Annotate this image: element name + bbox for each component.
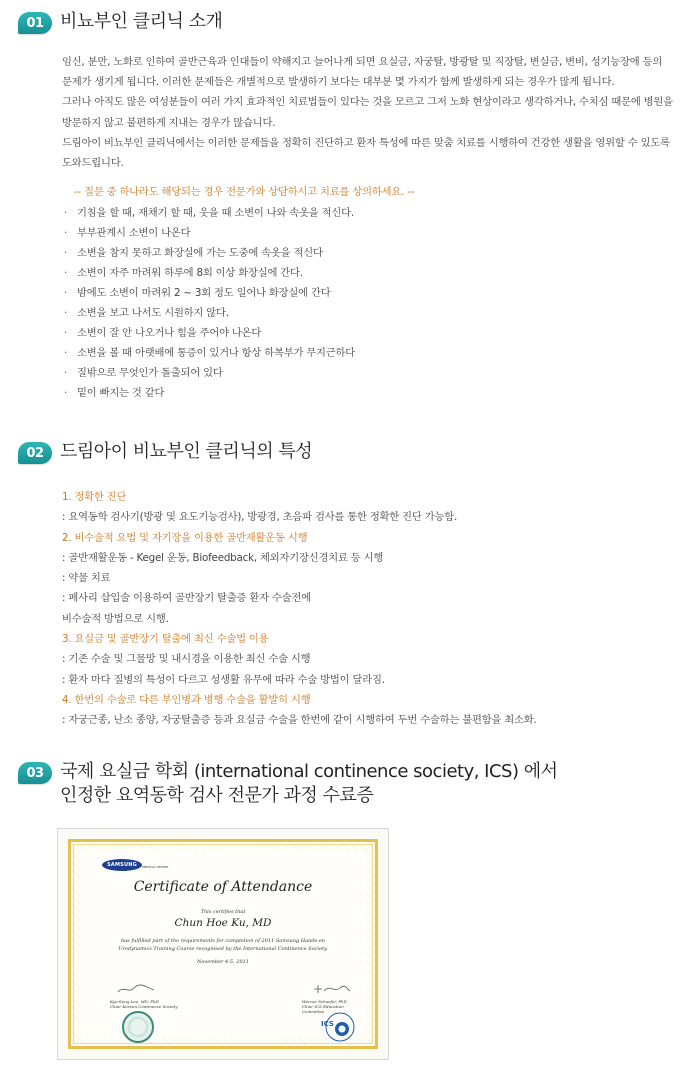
signatory-right-title: Chair ICS Education Committee xyxy=(302,1004,344,1014)
features-list xyxy=(62,487,537,731)
certificate-body xyxy=(80,851,366,1037)
samsung-logo: SAMSUNG xyxy=(102,859,142,871)
intro-line: 방문하지 않고 불편하게 지내는 경우가 많습니다. xyxy=(62,116,276,129)
list-item: · 기침을 할 때, 재채기 할 때, 웃을 때 소변이 나와 속옷을 적신다. xyxy=(64,203,355,223)
certificate-date: November 4-5, 2011 xyxy=(196,959,249,965)
ics-logo-text: ICS xyxy=(321,1020,334,1028)
certificate-description-line: Urodynamics Training Course recognised by the International Continence Society. xyxy=(118,946,328,952)
list-item: · 소변을 보고 나서도 시원하지 않다. xyxy=(64,303,355,323)
intro-line: 그러나 아직도 많은 여성분들이 여러 가지 효과적인 치료법들이 있다는 것을 모르고 그저 노화 현상이라고 생각하거나, 수치심 때문에 병원을 xyxy=(62,96,673,109)
feature-title: 1. 정확한 진단 xyxy=(62,491,127,503)
section-title: 드림아이 비뇨부인 클리닉의 특성 xyxy=(60,441,313,462)
feature-line: : 자궁근종, 난소 종양, 자궁탈출증 등과 요실금 수술을 한번에 같이 시행하여 두번 수술하는 불편함을 최소화. xyxy=(62,714,537,727)
list-item: · 소변을 참지 못하고 화장실에 가는 도중에 속옷을 적신다 xyxy=(64,243,355,263)
symptom-list xyxy=(64,203,355,403)
section-title: 비뇨부인 클리닉 소개 xyxy=(60,11,223,32)
section-number-badge: 02 xyxy=(18,442,52,464)
korean-continence-society-seal xyxy=(122,1011,154,1043)
section-number-badge: 01 xyxy=(18,12,52,34)
feature-line: 비수술적 방법으로 시행. xyxy=(62,612,169,625)
intro-line: 드림아이 비뇨부인 클리닉에서는 이러한 문제들을 정확히 진단하고 환자 특성에 따른 맞춤 치료를 시행하여 건강한 생활을 영위할 수 있도록 xyxy=(62,136,670,149)
section-title-line: 국제 요실금 학회 (international continence society, ICS) 에서 xyxy=(60,761,558,782)
signature-right xyxy=(312,983,352,995)
ics-logo-icon xyxy=(318,1005,358,1045)
signatory-left-title: Chair Korean Continence Society xyxy=(110,1004,178,1009)
feature-line: : 페사리 삽입술 이용하여 골반장기 탈출증 환자 수술전에 xyxy=(62,592,311,605)
section-03-header xyxy=(18,760,558,808)
section-02-header xyxy=(18,440,312,464)
intro-line: 임신, 분만, 노화로 인하여 골반근육과 인대들이 약해지고 늘어나게 되면 요실금, 자궁탈, 방광탈 및 직장탈, 변실금, 변비, 성기능장애 등의 xyxy=(62,56,663,68)
list-item: · 소변을 볼 때 아랫배에 통증이 있거나 항상 하복부가 무지근하다 xyxy=(64,343,355,363)
intro-line: 문제가 생기게 됩니다. 이러한 문제들은 개별적으로 발생하기 보다는 대부분 몇 가지가 함께 발생하게 되는 경우가 많게 됩니다. xyxy=(62,76,615,89)
list-item: · 밤에도 소변이 마려워 2 ~ 3회 정도 일어나 화장실에 간다 xyxy=(64,283,355,303)
feature-line: : 기존 수술 및 그물망 및 내시경을 이용한 최신 수술 시행 xyxy=(62,653,311,666)
certificate-border xyxy=(68,839,378,1049)
signature-left xyxy=(116,983,156,995)
feature-title: 2. 비수술적 요법 및 자기장을 이용한 골반재활운동 시행 xyxy=(62,531,308,544)
signatory-left-name: Kyu-Sung Lee, MD, PhD xyxy=(110,999,159,1004)
feature-title: 4. 한번의 수술로 다른 부인병과 병행 수술을 활발히 시행 xyxy=(62,693,311,706)
signatory-left xyxy=(110,999,178,1009)
list-item: · 소변이 자주 마려워 하루에 8회 이상 화장실에 간다. xyxy=(64,263,355,283)
list-item: · 소변이 잘 안 나오거나 힘을 주어야 나온다 xyxy=(64,323,355,343)
intro-line: 도와드립니다. xyxy=(62,157,124,170)
signatory-right-name: Werner Schaefer, PhD xyxy=(302,999,347,1004)
list-item: · 밑이 빠지는 것 같다 xyxy=(64,383,355,403)
list-item: · 부부관계시 소변이 나온다 xyxy=(64,223,355,243)
section-number-badge: 03 xyxy=(18,762,52,784)
section-title xyxy=(60,760,558,808)
consult-notice: -- 질문 중 하나라도 해당되는 경우 전문가와 상담하시고 치료를 상의하세요. -- xyxy=(74,186,415,198)
certificate-heading: Certificate of Attendance xyxy=(133,879,313,895)
feature-line: : 요역동학 검사기(방광 및 요도기능검사), 방광경, 초음파 검사를 통한 정확한 진단 가능함. xyxy=(62,511,458,524)
feature-title: 3. 요실금 및 골반장기 탈출에 최신 수술법 이용 xyxy=(62,633,269,646)
samsung-logo-sub: MEDICAL CENTER xyxy=(142,865,169,869)
certificate-description-line: has fulfilled part of the requirements for completion of 2011 Samsung Hands-on xyxy=(120,938,326,944)
feature-line: : 골반재활운동 - Kegel 운동, Biofeedback, 체외자기장신경치료 등 시행 xyxy=(62,551,384,564)
intro-paragraph xyxy=(62,52,688,173)
list-item: · 질밖으로 무엇인가 돌출되어 있다 xyxy=(64,363,355,383)
feature-line: : 환자 마다 질병의 특성이 다르고 성생활 유무에 따라 수술 방법이 달라짐. xyxy=(62,673,385,686)
feature-line: : 약물 치료 xyxy=(62,572,111,585)
section-title-line: 인정한 요역동학 검사 전문가 과정 수료증 xyxy=(60,785,374,806)
certificate-description xyxy=(80,937,366,953)
certificate-recipient: Chun Hoe Ku, MD xyxy=(174,917,272,929)
certificate-image xyxy=(57,828,389,1060)
section-01-header xyxy=(18,10,222,34)
certificate-certifies: This certifies that xyxy=(200,909,246,915)
